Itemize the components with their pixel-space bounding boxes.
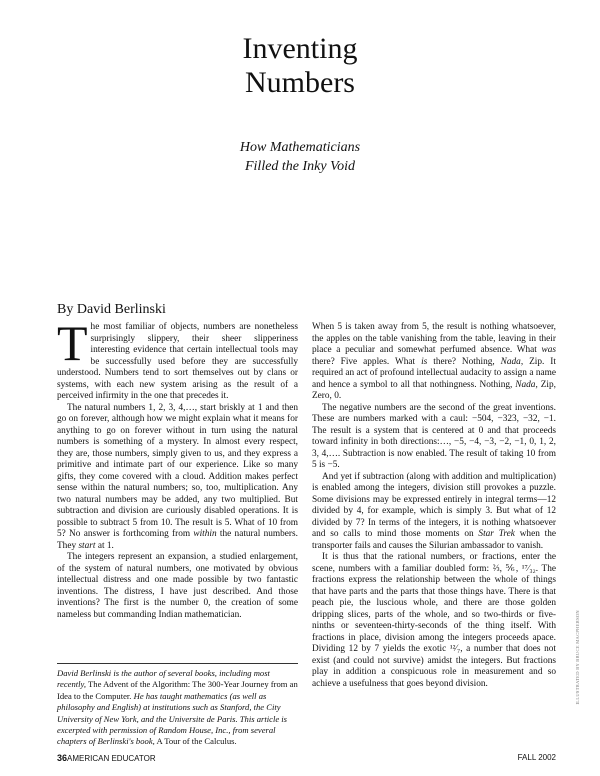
paragraph-2-text3: at 1.: [97, 540, 114, 551]
emphasis-start: start: [78, 540, 96, 551]
paragraph-3: [57, 552, 298, 621]
title-line-2: Numbers: [245, 66, 355, 99]
paragraph-5: The negative numbers are the second of the great inventions. These are numbers marked with a caul: −504, −323, −32, −1. The result is a system that is centered at 0 and that proceeds toward infinity in both directions:…, −5, −4, −3, −2, −1, 0, 1, 2, 3, 4,…. Subtraction is now enabled. The result of taking 10 from 5 is −5.: [312, 402, 556, 470]
bio-divider: [57, 663, 298, 664]
paragraph-1-text: he most familiar of objects, numbers are nonetheless surprisingly slippery, their sheer slipperiness interesting evidence that certain intellectual tools may be successfully used before they are successfully understood. Numbers tend to sort themselves out by clans or systems, with each new system arising as the result of a perceived infirmity in the one that precedes it.: [57, 322, 298, 401]
article-title: [0, 32, 600, 100]
paragraph-2: [57, 403, 298, 553]
paragraph-4: [312, 322, 556, 403]
p4-em-nada: Nada,: [500, 356, 524, 367]
paragraph-6: [312, 472, 556, 553]
title-line-1: Inventing: [242, 32, 358, 65]
publication-name: AMERICAN EDUCATOR: [67, 754, 156, 763]
footer-left: [57, 753, 156, 763]
bio-book-2: A Tour of the Calculus.: [156, 736, 237, 747]
emphasis-within: within: [193, 529, 217, 539]
bio-book-1: The Advent of the Algorithm: The 300-Year Journey from an Idea to the Computer.: [57, 679, 298, 701]
column-left: [57, 315, 298, 621]
article-subtitle: [0, 138, 600, 176]
p6-text-b: when the transporter fails and causes the Silurian ambassador to vanish.: [312, 529, 556, 551]
page-number: 36: [57, 753, 68, 763]
p4-em-was: was: [541, 345, 556, 355]
subtitle-line-2: Filled the Inky Void: [244, 159, 356, 174]
paragraph-7: It is thus that the rational numbers, or fractions, enter the scene, numbers with a familiar doubled form: ⅔, ⅚, ¹⁷⁄₃₂. The fractions express the relationship between the whole of things that have parts and the parts that those things have. There is that peach pie, the luscious whole, and there are those golden dripping slices, parts of the whole, and so two-thirds or five-ninths or seventeen-thirty-seconds of the thing itself. With fractions in place, division among the integers proceeds apace. Dividing 12 by 7 yields the exotic ¹²⁄₇, a number that does not exist (and could not survive) amidst the integers. But fractions play in addition a conspicuous role in measurement and so achieve a usefulness that goes beyond division.: [312, 552, 556, 689]
subtitle-line-1: How Mathematicians: [239, 140, 361, 155]
paragraph-3-text: The integers represent an expansion, a studied enlargement, of the system of natural numbers, one motivated by obvious intellectual distress and one made possible by two fantastic inventions. The distress, I have just described. And those inventions? The first is the number 0, the creation of some nameless but commanding Indian mathematician.: [57, 552, 298, 620]
author-bio: [57, 668, 298, 748]
column-right: [312, 322, 556, 690]
p4-text-a: When 5 is taken away from 5, the result is nothing whatsoever, the apples on the table vanishing from the table, leaving in their place a peculiar and somewhat perfumed absence. What: [312, 322, 556, 355]
bio-text-2: He has taught mathematics (as well as philosophy and English) at institutions such as Stanford, the City University of New York, and the Universite de Paris. This article is excerpted with permission of Random House, Inc., from several chapters of Berlinski's book,: [57, 690, 288, 747]
footer-issue: FALL 2002: [517, 753, 556, 762]
drop-cap: T: [57, 315, 88, 371]
paragraph-1: [57, 315, 298, 403]
byline: By David Berlinski: [57, 302, 166, 317]
illustration-credit: ILLUSTRATED BY BRUCE MACPHERSON: [575, 610, 580, 705]
p4-em-nada-2: Nada,: [515, 379, 538, 390]
bio-author-name: David Berlinski: [57, 668, 112, 678]
p6-em-star-trek: Star Trek: [478, 529, 515, 539]
p4-text-d: Zip. It required an act of profound intellectual audacity to assign a name and hence a symbol to all that nothingness. Nothing,: [312, 356, 556, 390]
p4-text-e: Zip, Zero, 0.: [312, 379, 556, 401]
paragraph-2-text2: the natural numbers. They: [57, 529, 298, 551]
p4-text-b: there? Five apples. What: [312, 356, 416, 367]
bio-text-1: is the author of several books, including most recently,: [57, 668, 270, 690]
paragraph-2-text: The natural numbers 1, 2, 3, 4,…, start briskly at 1 and then go on forever, although how we might explain what it means for anything to go on forever without in turn using the natural numbers is something of a mystery. In almost every respect, they are, those numbers, simply given to us, and they express a primitive and intimate part of our experience. Like so many gifts, they come covered with a cloud. Addition makes perfect sense within the natural numbers; so, too, multiplication. Any two natural numbers may be added, any two multiplied. But subtraction and division are curiously disabled operations. It is possible to subtract 5 from 10. The result is 5. What of 10 from 5? No answer is forthcoming from: [57, 402, 298, 539]
p6-text-a: And yet if subtraction (along with addition and multiplication) is enabled among the integers, division still provokes a puzzle. Some divisions may be expressed entirely in integral terms—12 divided by 4, for example, which is simply 3. But what of 12 divided by 7? In terms of the integers, it is nothing whatsoever and so calls to mind those moments on: [312, 471, 556, 539]
p4-em-is: is: [421, 356, 428, 367]
p4-text-c: there? Nothing,: [433, 356, 495, 367]
